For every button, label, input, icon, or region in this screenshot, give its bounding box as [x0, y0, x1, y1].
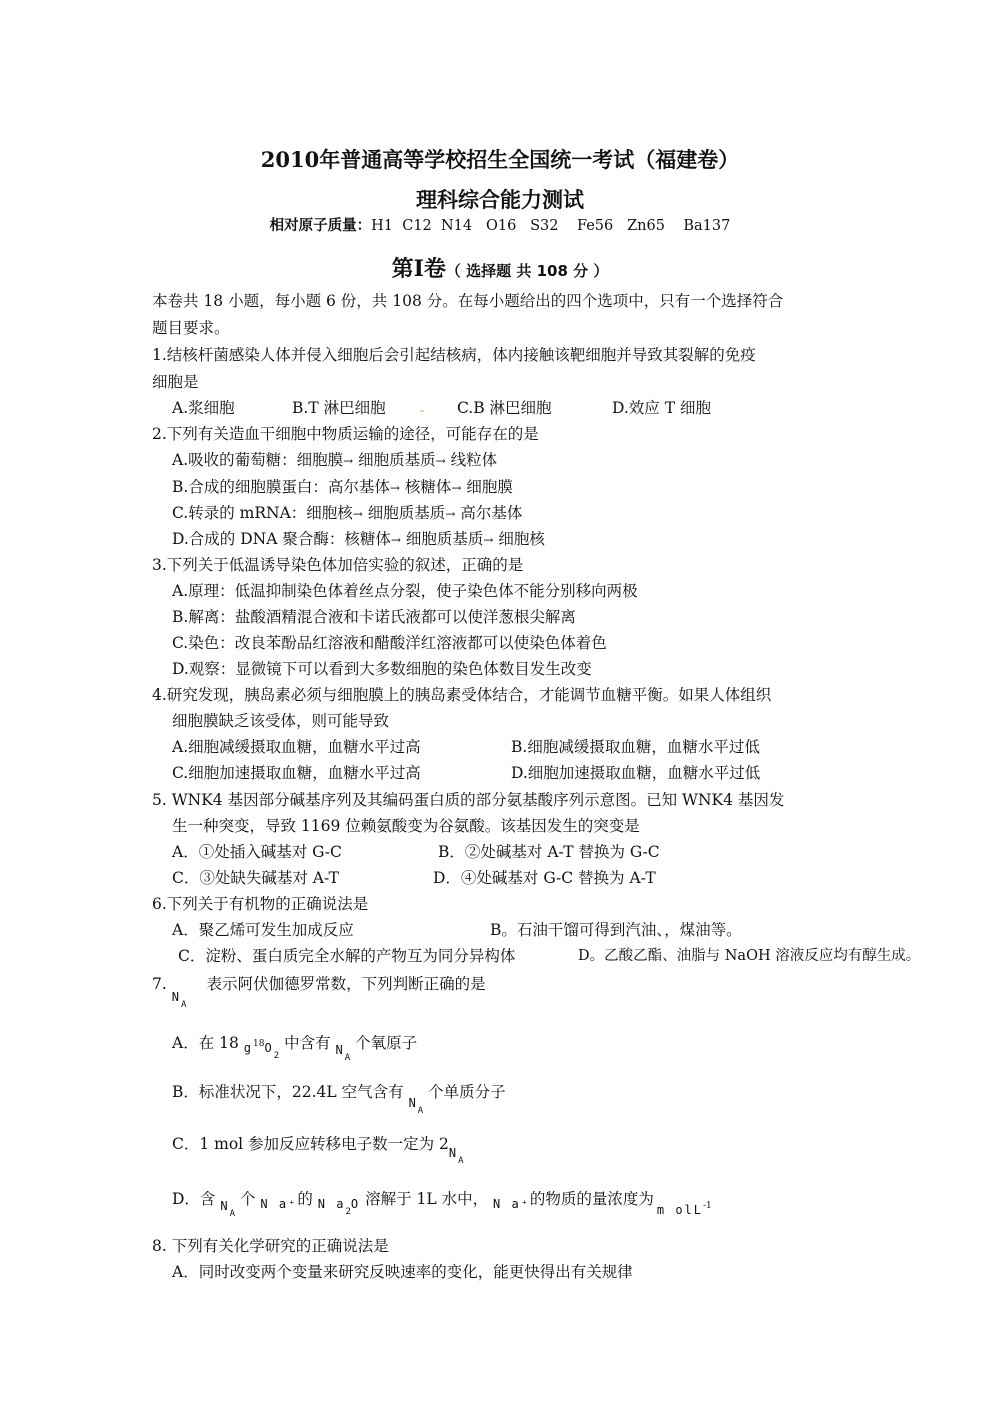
sodium-oxide-formula [317, 1194, 361, 1217]
q2-c-part-3: 高尔基体 [460, 504, 523, 522]
na-symbol [335, 1040, 351, 1063]
section-title: 第Ⅰ卷 [391, 256, 446, 282]
oxygen-sub: 2 [273, 1051, 280, 1061]
q2-d-part-3: 细胞核 [498, 530, 545, 548]
arrow-icon: → [352, 507, 363, 521]
o18-formula [243, 1038, 280, 1061]
intro-line-2: 题目要求。 [152, 319, 230, 337]
na-symbol [172, 986, 202, 1015]
q2-b-part-1: B.合成的细胞膜蛋白：高尔基体 [172, 478, 390, 496]
q6-option-b: B。石油干馏可得到汽油、，煤油等。 [490, 921, 742, 939]
na-letter: N [171, 990, 181, 1004]
q2-b-part-3: 细胞膜 [466, 478, 513, 496]
q7-d-prefix: D．含 [172, 1190, 216, 1208]
na2o-o: O [350, 1197, 361, 1211]
na-letter: N [448, 1146, 459, 1160]
q2-a-part-1: A.吸收的葡萄糖：细胞膜 [172, 451, 344, 469]
atomic-mass-label: 相对原子质量： [269, 218, 372, 234]
q4-stem-1: 4.研究发现，胰岛素必须与细胞膜上的胰岛素受体结合，才能调节血糖平衡。如果人体组织 [152, 686, 772, 704]
q2-c-part-2: 细胞质基质 [367, 504, 446, 522]
q3-option-d: D.观察：显微镜下可以看到大多数细胞的染色体数目发生改变 [172, 660, 592, 678]
q6-stem: 6.下列关于有机物的正确说法是 [152, 895, 369, 913]
arrow-icon: → [451, 481, 462, 495]
arrow-icon: → [390, 533, 401, 547]
q4-option-d: D.细胞加速摄取血糖，血糖水平过低 [511, 764, 761, 782]
q2-a-part-3: 线粒体 [450, 451, 498, 469]
q8-option-a: A．同时改变两个变量来研究反映速率的变化，能更快得出有关规律 [172, 1263, 633, 1281]
scan-speck [420, 410, 424, 412]
na-sub: A [458, 1156, 464, 1166]
q3-option-b: B.解离：盐酸酒精混合液和卡诺氏液都可以使洋葱根尖解离 [172, 608, 576, 626]
sodium-ion: N a⁺ [493, 1197, 530, 1211]
q1-option-d: D.效应 T 细胞 [612, 399, 711, 417]
q5-option-a: A．①处插入碱基对 G-C [172, 843, 342, 861]
q1-option-a: A.浆细胞 [172, 399, 235, 417]
q7-number: 7. [152, 975, 167, 993]
section-heading [0, 252, 1000, 283]
q2-option-d [172, 529, 545, 550]
isotope-18: 18 [253, 1039, 265, 1049]
q3-option-a: A.原理：低温抑制染色体着丝点分裂，使子染色体不能分别移向两极 [172, 582, 638, 600]
q1-option-b: B.T 淋巴细胞 [292, 399, 386, 417]
q1-stem-1: 1.结核杆菌感染人体并侵入细胞后会引起结核病，体内接触该靶细胞并导致其裂解的免疫 [152, 346, 756, 364]
q7-a-post: 个氧原子 [355, 1034, 418, 1052]
atomic-mass-values: H1 C12 N14 O16 S32 Fe56 Zn65 Ba137 [371, 218, 731, 234]
exam-subtitle: 理科综合能力测试 [416, 187, 584, 212]
q5-option-c: C．③处缺失碱基对 A-T [172, 869, 340, 887]
q7-d-tail: 的物质的量浓度为 [529, 1190, 654, 1208]
q3-option-c: C.染色：改良苯酚品红溶液和醋酸洋红溶液都可以使染色体着色 [172, 634, 607, 652]
arrow-icon: → [343, 454, 354, 468]
na2o-na: N a [317, 1197, 346, 1211]
atomic-mass-line [0, 214, 1000, 235]
q2-d-part-2: 细胞质基质 [405, 530, 484, 548]
q2-b-part-2: 核糖体 [404, 478, 452, 496]
q1-option-c: C.B 淋巴细胞 [457, 399, 552, 417]
q2-option-b [172, 477, 513, 498]
q7-d-mid: 溶解于 1L 水中， [365, 1190, 489, 1208]
na-symbol [448, 1143, 464, 1166]
arrow-icon: → [389, 481, 400, 495]
na-symbol [220, 1196, 236, 1219]
q7-d-de: 的 [297, 1190, 313, 1208]
q5-option-b: B．②处碱基对 A-T 替换为 G-C [438, 843, 660, 861]
q2-d-part-1: D.合成的 DNA 聚合酶：核糖体 [172, 530, 391, 548]
q7-option-a [172, 1030, 417, 1062]
q6-option-c: C．淀粉、蛋白质完全水解的产物互为同分异构体 [178, 947, 516, 965]
q7-d-ge: 个 [239, 1190, 256, 1208]
concentration-unit [657, 1200, 712, 1218]
q2-stem: 2.下列有关造血干细胞中物质运输的途径，可能存在的是 [152, 425, 539, 443]
sodium-ion: N a⁺ [260, 1197, 298, 1211]
na-letter: N [335, 1043, 345, 1057]
gram-unit: g [243, 1041, 254, 1055]
q7-option-d [172, 1186, 714, 1218]
q4-option-c: C.细胞加速摄取血糖，血糖水平过高 [172, 764, 421, 782]
na-sub: A [344, 1053, 351, 1063]
q4-stem-2: 细胞膜缺乏该受体，则可能导致 [172, 712, 390, 730]
q5-stem-1: 5. WNK4 基因部分碱基序列及其编码蛋白质的部分氨基酸序列示意图。已知 WNK4 基因发 [152, 791, 785, 809]
q7-a-mid: 中含有 [284, 1034, 331, 1052]
q7-a-prefix: A．在 18 [172, 1034, 239, 1052]
na2o-sub: 2 [345, 1207, 351, 1217]
q4-option-a: A.细胞减缓摄取血糖，血糖水平过高 [172, 738, 421, 756]
na-sub: A [417, 1106, 424, 1116]
na-symbol [408, 1093, 424, 1116]
oxygen-symbol: O [264, 1041, 274, 1055]
q8-stem: 8. 下列有关化学研究的正确说法是 [152, 1237, 389, 1255]
q1-stem-2: 细胞是 [152, 373, 199, 391]
q2-option-c [172, 503, 522, 524]
arrow-icon: → [435, 454, 446, 468]
q7-stem-text: 表示阿伏伽德罗常数，下列判断正确的是 [206, 975, 486, 993]
q7-b-prefix: B．标准状况下，22.4L 空气含有 [172, 1083, 404, 1101]
q7-option-b [172, 1082, 506, 1116]
arrow-icon: → [483, 533, 494, 547]
q7-b-post: 个单质分子 [428, 1083, 506, 1101]
q6-option-d: D。乙酸乙酯、油脂与 NaOH 溶液反应均有醇生成。 [578, 948, 921, 964]
q2-a-part-2: 细胞质基质 [358, 451, 436, 469]
q2-option-a [172, 450, 497, 471]
unit-text: m olL [656, 1203, 703, 1217]
q4-option-b: B.细胞减缓摄取血糖，血糖水平过低 [511, 738, 760, 756]
section-note: （ 选择题 共 108 分 ） [445, 262, 609, 280]
q3-stem: 3.下列关于低温诱导染色体加倍实验的叙述，正确的是 [152, 556, 524, 574]
na-letter: N [408, 1096, 418, 1110]
exam-title: 2010年普通高等学校招生全国统一考试（福建卷） [260, 147, 740, 172]
arrow-icon: → [445, 507, 456, 521]
q5-stem-2: 生一种突变，导致 1169 位赖氨酸变为谷氨酸。该基因发生的突变是 [172, 817, 640, 835]
intro-line-1: 本卷共 18 小题，每小题 6 份，共 108 分。在每小题给出的四个选项中，只有一个选择符合 [152, 292, 784, 310]
na-letter: N [220, 1199, 230, 1213]
q7-stem [152, 974, 486, 1010]
unit-exponent: -1 [703, 1201, 712, 1211]
q5-option-d: D．④处碱基对 G-C 替换为 A-T [433, 869, 656, 887]
q7-option-c [172, 1134, 464, 1166]
q2-c-part-1: C.转录的 mRNA：细胞核 [172, 504, 353, 522]
na-sub: A [229, 1209, 236, 1219]
q6-option-a: A．聚乙烯可发生加成反应 [172, 921, 354, 939]
na-sub: A [180, 1000, 187, 1010]
q7-c-prefix: C．1 mol 参加反应转移电子数一定为 2 [172, 1135, 449, 1153]
